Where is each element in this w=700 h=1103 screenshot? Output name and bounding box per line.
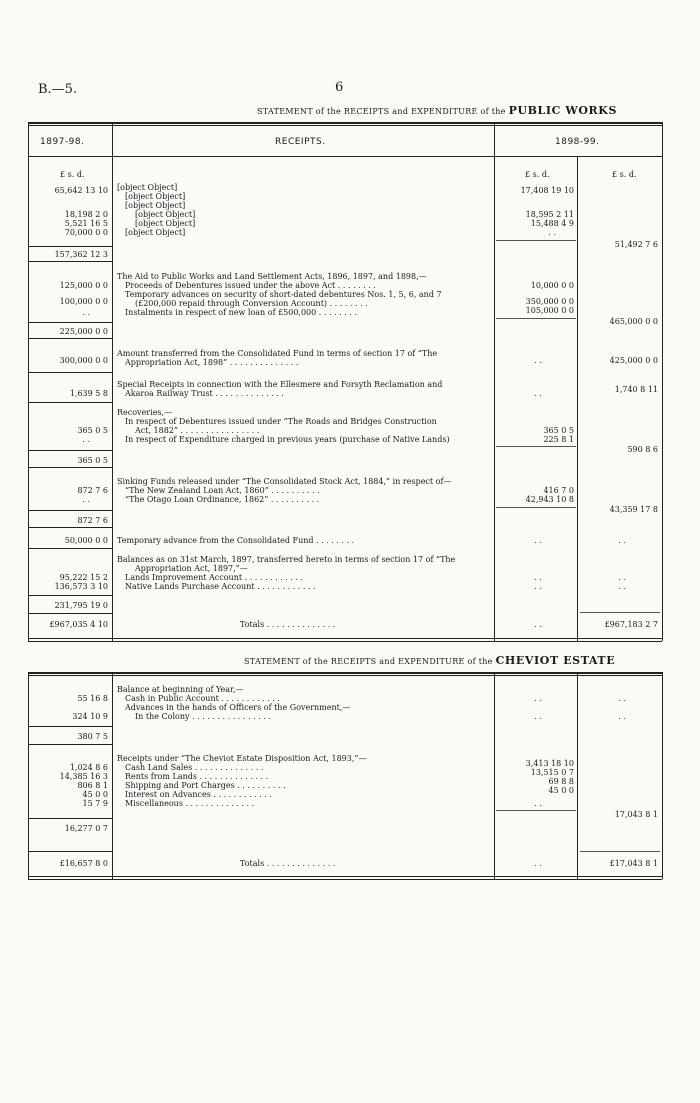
pw-left-value: . . bbox=[82, 435, 90, 444]
pw-consolidated-line: Appropriation Act, 1898” . . . . . . . . . . . . . . bbox=[125, 358, 299, 367]
pw-mid-value: . . bbox=[534, 356, 542, 365]
pw-mid-value: 416 7 0 bbox=[543, 486, 574, 495]
pw-left-value: 70,000 0 0 bbox=[64, 228, 108, 237]
pw-aid-line: The Aid to Public Works and Land Settlement Acts, 1896, 1897, and 1898,— bbox=[117, 272, 427, 281]
pw-subtotal-left: 157,362 12 3 bbox=[54, 250, 108, 259]
cv-mid-value: . . bbox=[534, 694, 542, 703]
pw-left-value: 300,000 0 0 bbox=[59, 356, 108, 365]
pw-sinking-line: Sinking Funds released under “The Consolidated Stock Act, 1884,” in respect of— bbox=[117, 477, 452, 486]
pw-mid-value: 105,000 0 0 bbox=[525, 306, 574, 315]
col-1897-98: 1897-98. bbox=[40, 137, 85, 147]
pw-mid-value: 17,408 19 10 bbox=[520, 186, 574, 195]
pw-right-value: . . bbox=[618, 573, 626, 582]
cv-grand-total-mid: . . bbox=[534, 859, 542, 868]
col-1898-99: 1898-99. bbox=[555, 137, 600, 147]
cv-balance-line: In the Colony . . . . . . . . . . . . . . . . bbox=[135, 712, 271, 721]
pw-mid-value: 225 8 1 bbox=[543, 435, 574, 444]
cv-right-value: . . bbox=[618, 712, 626, 721]
pw-left-value: 18,198 2 0 bbox=[64, 210, 108, 219]
pw-total-right: 51,492 7 6 bbox=[614, 240, 658, 249]
cv-balance-line: Balance at beginning of Year,— bbox=[117, 685, 244, 694]
unit-right: £ s. d. bbox=[612, 170, 637, 179]
cv-receipts-line: Miscellaneous . . . . . . . . . . . . . . bbox=[125, 799, 255, 808]
pw-left-value: 95,222 15 2 bbox=[59, 573, 108, 582]
pw-temporary-line: Temporary advance from the Consolidated Fund . . . . . . . . bbox=[117, 536, 355, 545]
page-number: 6 bbox=[335, 80, 344, 95]
cv-mid-value: 3,413 18 10 bbox=[525, 759, 574, 768]
cv-grand-total-left: £16,657 8 0 bbox=[59, 859, 108, 868]
cv-receipts-line: Cash Land Sales . . . . . . . . . . . . . . bbox=[125, 763, 264, 772]
pw-balance-line: [object Object] bbox=[125, 228, 186, 237]
cv-mid-value: 13,515 0 7 bbox=[530, 768, 574, 777]
pw-mid-value: 18,595 2 11 bbox=[525, 210, 574, 219]
cv-left-value: 806 8 1 bbox=[77, 781, 108, 790]
pw-subtotal-left: 365 0 5 bbox=[77, 456, 108, 465]
pw-left-value: 872 7 6 bbox=[77, 486, 108, 495]
cv-left-value: 55 16 8 bbox=[77, 694, 108, 703]
pw-recoveries-line: In respect of Expenditure charged in previous years (purchase of Native Lands) bbox=[125, 435, 450, 444]
cv-receipts-line: Receipts under “The Cheviot Estate Disposition Act, 1893,”— bbox=[117, 754, 367, 763]
pw-subtotal-left: 872 7 6 bbox=[77, 516, 108, 525]
cv-totals-label: Totals . . . . . . . . . . . . . . bbox=[240, 859, 336, 868]
pw-aid-line: (£200,000 repaid through Conversion Account) . . . . . . . . bbox=[135, 299, 368, 308]
pw-left-value: 365 0 5 bbox=[77, 426, 108, 435]
cv-receipts-line: Interest on Advances . . . . . . . . . . . . bbox=[125, 790, 272, 799]
cv-balance-line: Cash in Public Account . . . . . . . . . . . . bbox=[125, 694, 280, 703]
pw-aid-line: Instalments in respect of new loan of £500,000 . . . . . . . . bbox=[125, 308, 357, 317]
document-reference: B.—5. bbox=[38, 82, 78, 97]
cv-left-value: 324 10 9 bbox=[72, 712, 108, 721]
pw-balance-line: [object Object] bbox=[125, 192, 186, 201]
pw-special-line: Special Receipts in connection with the Ellesmere and Forsyth Reclamation and bbox=[117, 380, 443, 389]
cv-right-value: . . bbox=[618, 694, 626, 703]
pw-sinking-line: “The Otago Loan Ordinance, 1862” . . . . . . . . . . bbox=[125, 495, 320, 504]
pw-subtotal-left: 231,795 19 0 bbox=[54, 601, 108, 610]
cv-mid-value: . . bbox=[534, 799, 542, 808]
pw-totals-label: Totals . . . . . . . . . . . . . . bbox=[240, 620, 336, 629]
pw-left-value: 50,000 0 0 bbox=[64, 536, 108, 545]
cv-subtotal-left: 16,277 0 7 bbox=[64, 824, 108, 833]
public-works-title bbox=[257, 104, 617, 117]
unit-left: £ s. d. bbox=[60, 170, 85, 179]
pw-consolidated-line: Amount transferred from the Consolidated Fund in terms of section 17 of “The bbox=[117, 349, 438, 358]
pw-left-value: 1,639 5 8 bbox=[69, 389, 108, 398]
pw-recoveries-line: In respect of Debentures issued under “The Roads and Bridges Construction bbox=[125, 417, 437, 426]
cv-mid-value: 69 8 8 bbox=[548, 777, 574, 786]
pw-balance-line: [object Object] bbox=[135, 210, 196, 219]
pw-left-value: 125,000 0 0 bbox=[59, 281, 108, 290]
cheviot-title-bold: CHEVIOT ESTATE bbox=[495, 654, 616, 667]
pw-right-value: 1,740 8 11 bbox=[614, 385, 658, 394]
pw-left-value: 5,521 16 5 bbox=[64, 219, 108, 228]
cv-balance-line: Advances in the hands of Officers of the Government,— bbox=[125, 703, 351, 712]
pw-mid-value: . . bbox=[534, 573, 542, 582]
pw-balances-line: Native Lands Purchase Account . . . . . . . . . . . . bbox=[125, 582, 316, 591]
pw-mid-value: 365 0 5 bbox=[543, 426, 574, 435]
pw-recoveries-line: Act, 1882” . . . . . . . . . . . . . . . . bbox=[135, 426, 260, 435]
cv-left-value: 1,024 8 6 bbox=[69, 763, 108, 772]
pw-left-value: 100,000 0 0 bbox=[59, 297, 108, 306]
pw-mid-value: . . bbox=[534, 536, 542, 545]
pw-mid-value: 350,000 0 0 bbox=[525, 297, 574, 306]
unit-mid: £ s. d. bbox=[525, 170, 550, 179]
pw-balances-line: Balances as on 31st March, 1897, transferred hereto in terms of section 17 of “The bbox=[117, 555, 456, 564]
cv-left-value: 14,385 16 3 bbox=[59, 772, 108, 781]
pw-right-value: . . bbox=[618, 582, 626, 591]
col-receipts: RECEIPTS. bbox=[275, 137, 326, 147]
pw-subtotal-left: 225,000 0 0 bbox=[59, 327, 108, 336]
pw-sinking-line: “The New Zealand Loan Act, 1860” . . . . . . . . . . bbox=[125, 486, 320, 495]
pw-mid-value: . . bbox=[534, 582, 542, 591]
cv-receipts-line: Rents from Lands . . . . . . . . . . . . . . bbox=[125, 772, 269, 781]
pw-balances-line: Appropriation Act, 1897,”— bbox=[135, 564, 248, 573]
pw-total-right: 43,359 17 8 bbox=[609, 505, 658, 514]
cv-mid-value: . . bbox=[534, 712, 542, 721]
pw-mid-value: 42,943 10 8 bbox=[525, 495, 574, 504]
cv-mid-value: 45 0 0 bbox=[548, 786, 574, 795]
pw-balance-line: [object Object] bbox=[125, 201, 186, 210]
cv-receipts-line: Shipping and Port Charges . . . . . . . . . . bbox=[125, 781, 286, 790]
pw-grand-total-right: £967,183 2 7 bbox=[604, 620, 658, 629]
cheviot-title bbox=[244, 654, 615, 667]
pw-total-right: 590 8 6 bbox=[627, 445, 658, 454]
pw-left-value: . . bbox=[82, 495, 90, 504]
pw-balances-line: Lands Improvement Account . . . . . . . . . . . . bbox=[125, 573, 304, 582]
pw-balance-line: [object Object] bbox=[135, 219, 196, 228]
pw-grand-total-mid: . . bbox=[534, 620, 542, 629]
pw-special-line: Akaroa Railway Trust . . . . . . . . . . . . . . bbox=[125, 389, 284, 398]
pw-right-value: 425,000 0 0 bbox=[609, 356, 658, 365]
pw-grand-total-left: £967,035 4 10 bbox=[49, 620, 108, 629]
pw-left-value: 65,642 13 10 bbox=[54, 186, 108, 195]
cv-grand-total-right: £17,043 8 1 bbox=[609, 859, 658, 868]
cv-total-right: 17,043 8 1 bbox=[614, 810, 658, 819]
cheviot-title-prefix: STATEMENT of the RECEIPTS and EXPENDITURE of the bbox=[244, 657, 493, 666]
pw-mid-value: 15,488 4 9 bbox=[530, 219, 574, 228]
public-works-title-bold: PUBLIC WORKS bbox=[508, 104, 617, 117]
public-works-title-prefix: STATEMENT of the RECEIPTS and EXPENDITURE of the bbox=[257, 107, 506, 116]
pw-aid-line: Temporary advances on security of short-dated debentures Nos. 1, 5, 6, and 7 bbox=[125, 290, 442, 299]
cv-left-value: 45 0 0 bbox=[82, 790, 108, 799]
pw-aid-line: Proceeds of Debentures issued under the above Act . . . . . . . . bbox=[125, 281, 376, 290]
pw-right-value: . . bbox=[618, 536, 626, 545]
pw-left-value: 136,573 3 10 bbox=[54, 582, 108, 591]
pw-balance-line: [object Object] bbox=[117, 183, 178, 192]
pw-mid-value: . . bbox=[534, 389, 542, 398]
cv-left-value: 15 7 9 bbox=[82, 799, 108, 808]
pw-left-value: . . bbox=[82, 308, 90, 317]
cv-subtotal-left: 380 7 5 bbox=[77, 732, 108, 741]
pw-total-right: 465,000 0 0 bbox=[609, 317, 658, 326]
pw-recoveries-line: Recoveries,— bbox=[117, 408, 173, 417]
pw-mid-value: 10,000 0 0 bbox=[530, 281, 574, 290]
pw-mid-value: . . bbox=[548, 228, 556, 237]
